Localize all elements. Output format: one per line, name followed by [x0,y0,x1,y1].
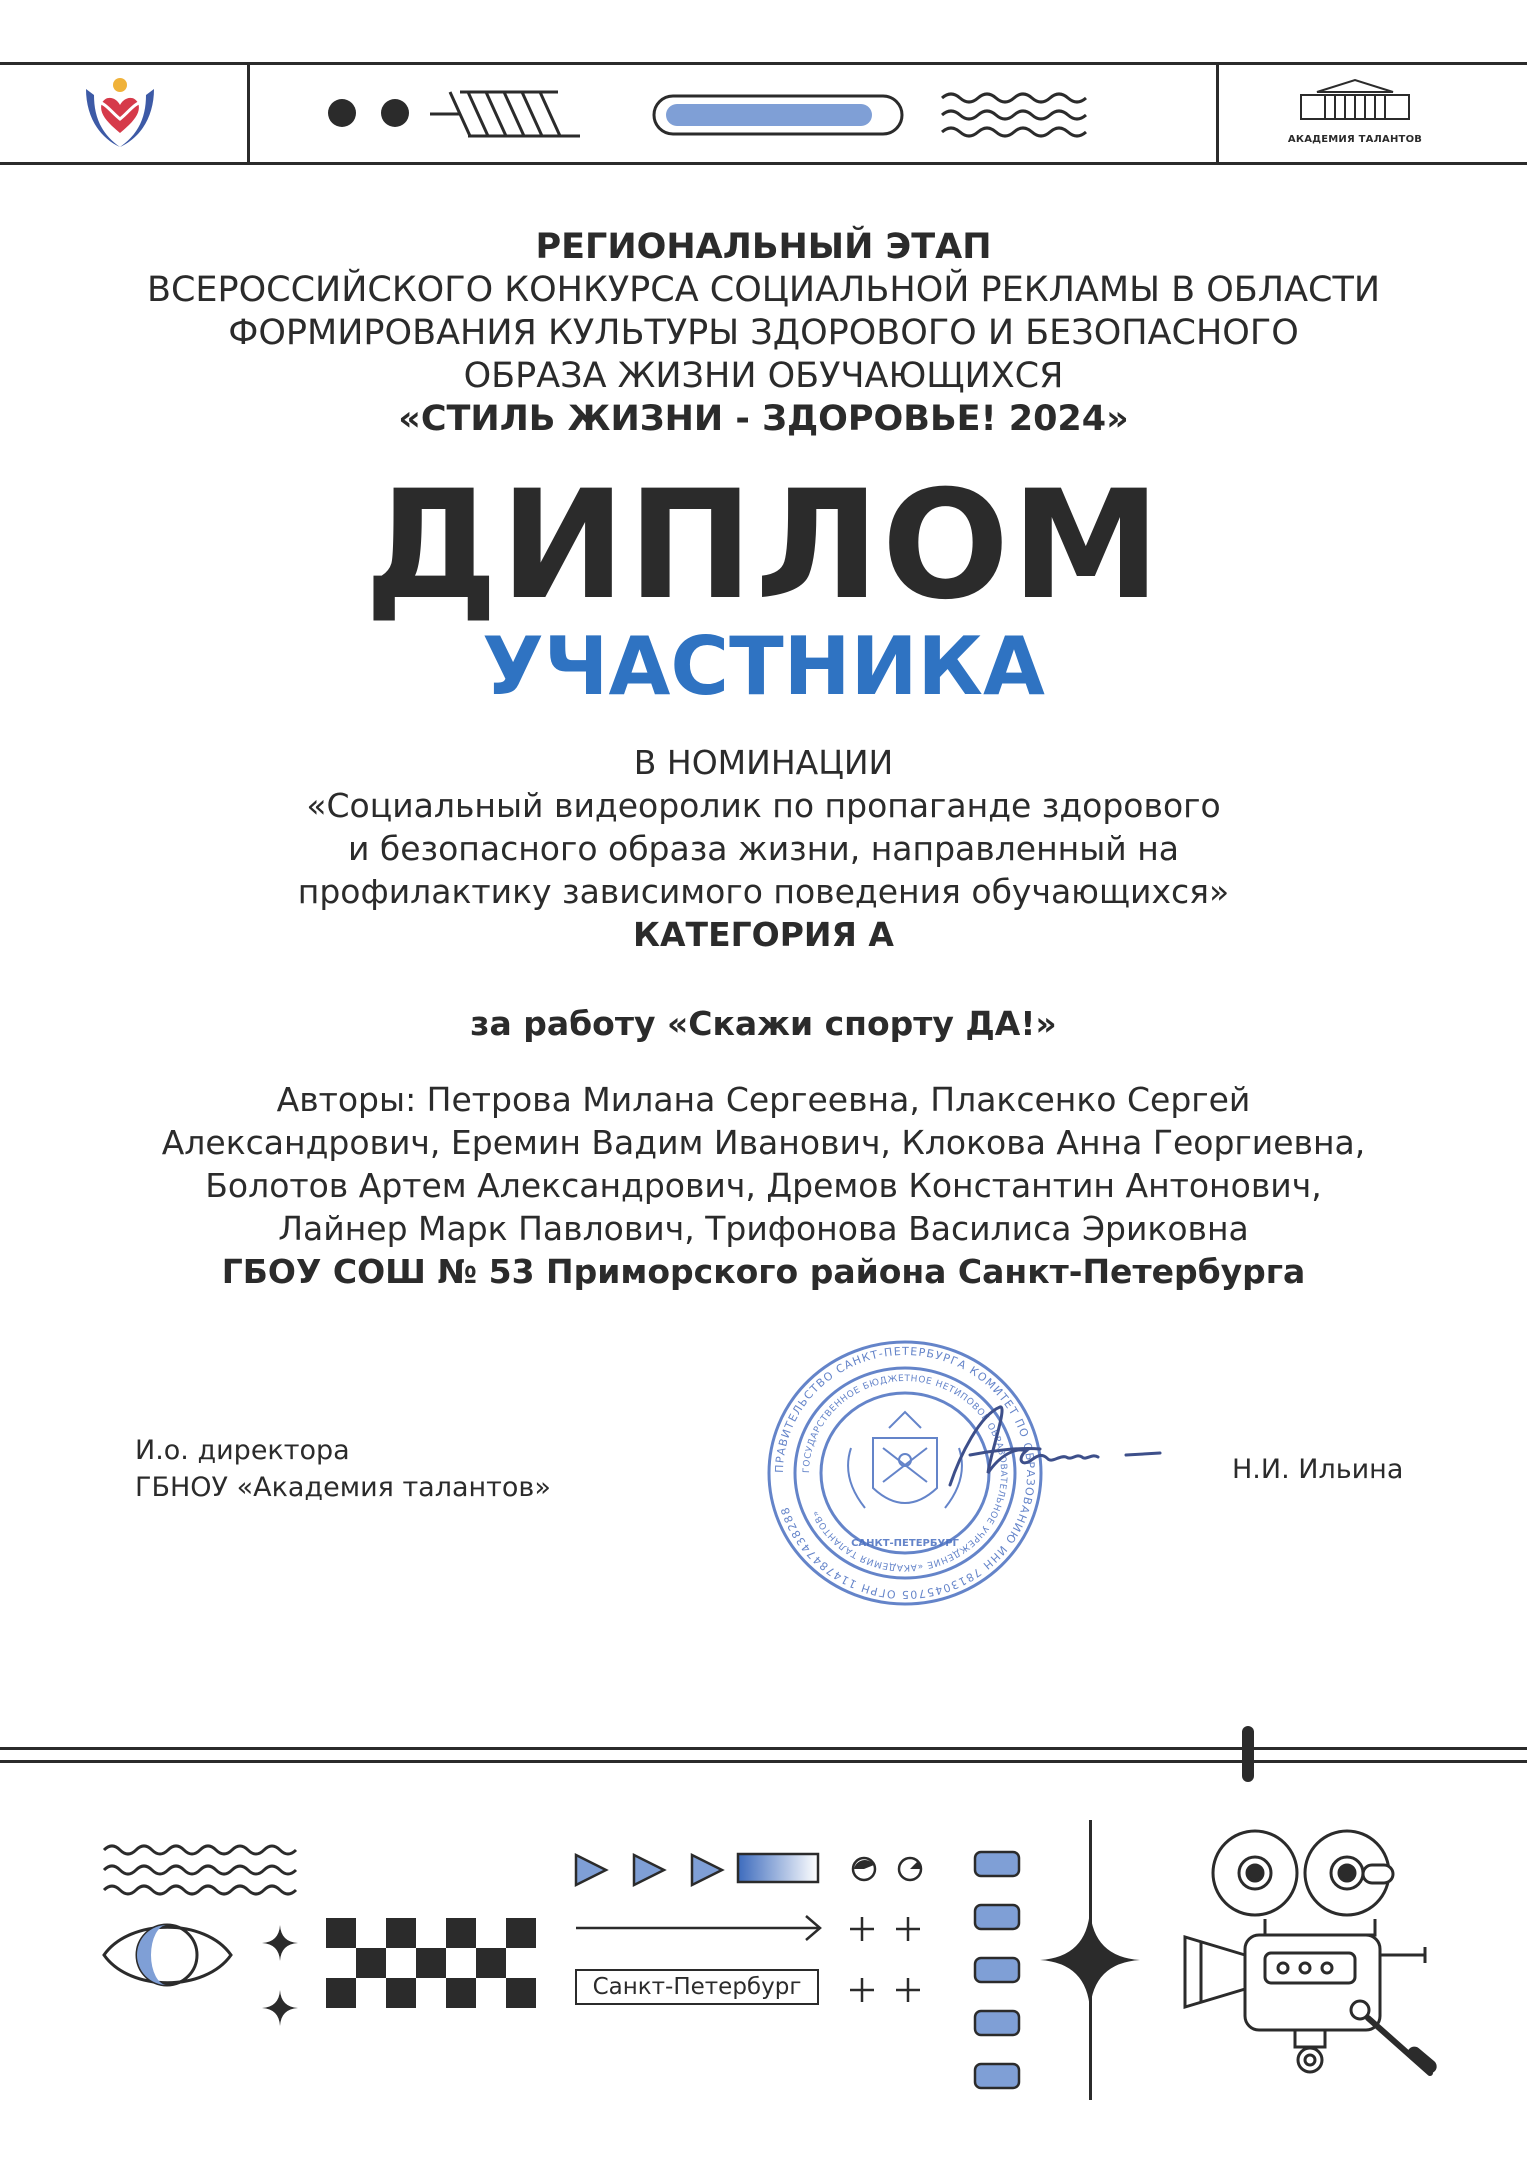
header-divider-right [1216,62,1219,165]
footer-big-sparkle-icon [1040,1910,1140,2010]
header-divider-left [247,62,250,165]
stamp-inner-text: ГОСУДАРСТВЕННОЕ БЮДЖЕТНОЕ НЕТИПОВОЕ ОБРАЗОВАТЕЛЬНОЕ УЧРЕЖДЕНИЕ «АКАДЕМИЯ ТАЛАНТОВ» [801,1373,1009,1573]
heading-line-2: ВСЕРОССИЙСКОГО КОНКУРСА СОЦИАЛЬНОЙ РЕКЛАМЫ В ОБЛАСТИ [146,270,1381,310]
handwritten-signature [930,1395,1170,1495]
signer-position-line-2: ГБНОУ «Академия талантов» [135,1472,551,1503]
nomination-line-3: профилактику зависимого поведения обучающихся» [297,872,1230,911]
stamp-city-text: САНКТ-ПЕТЕРБУРГ [851,1538,959,1549]
stamp-outer-text: ПРАВИТЕЛЬСТВО САНКТ-ПЕТЕРБУРГА КОМИТЕТ ПО ОБРАЗОВАНИЮ ИНН 7813045705 ОГРН 1147847438288 [772,1344,1038,1602]
nomination-label: В НОМИНАЦИИ [633,743,894,782]
authors-line-2: Александрович, Еремин Вадим Иванович, Клокова Анна Георгиевна, [161,1123,1366,1162]
footer-city-label: Санкт-Петербург [592,1974,802,2000]
header-progress-bar [652,94,904,136]
nomination-line-1: «Социальный видеоролик по пропаганде здорового [306,786,1221,825]
footer-rule-tick [1242,1726,1254,1782]
footer-plus-signs [848,1912,928,2012]
footer-sparkle-icon-1 [262,1925,298,1961]
heading-line-4: ОБРАЗА ЖИЗНИ ОБУЧАЮЩИХСЯ [463,356,1064,396]
work-title: за работу «Скажи спорту ДА!» [470,1004,1057,1043]
header-decor-waves [940,88,1090,142]
authors-school: ГБОУ СОШ № 53 Приморского района Санкт-Петербурга [221,1252,1306,1291]
footer-decor-waves [102,1840,302,1900]
film-camera-icon [1175,1825,1445,2085]
footer-gradient-bar [736,1852,820,1884]
academy-logo-text: АКАДЕМИЯ ТАЛАНТОВ [1287,134,1423,145]
heading-line-3: ФОРМИРОВАНИЯ КУЛЬТУРЫ ЗДОРОВОГО И БЕЗОПАСНОГО [228,313,1299,353]
footer-pill-stack [973,1850,1021,2100]
signer-name: Н.И. Ильина [1232,1454,1404,1485]
footer-rule-top [0,1747,1527,1750]
header-top-rule [0,62,1527,65]
footer-circle-icons [850,1854,926,1884]
authors-line-4: Лайнер Марк Павлович, Трифонова Василиса Эриковна [278,1209,1249,1248]
signer-position-line-1: И.о. директора [135,1435,350,1466]
authors-line-1: Авторы: Петрова Милана Сергеевна, Плаксенко Сергей [276,1080,1251,1119]
footer-city-box [575,1969,819,2005]
heading-line-1: РЕГИОНАЛЬНЫЙ ЭТАП [535,227,992,267]
footer-sparkle-icon-2 [262,1990,298,2026]
academy-building-logo-icon [1295,78,1415,134]
nomination-line-2: и безопасного образа жизни, направленный на [347,829,1180,868]
footer-arrow [574,1913,824,1943]
authors-line-3: Болотов Артем Александрович, Дремов Константин Антонович, [205,1166,1322,1205]
footer-checkerboard [326,1918,540,2008]
page-title: ДИПЛОМ [364,459,1163,633]
header-decor-stripes [430,88,580,140]
hands-heart-logo-icon [80,75,160,155]
header-bottom-rule [0,162,1527,165]
footer-play-triangles [574,1852,744,1888]
footer-eye-icon [100,1918,235,1993]
page-subtitle: УЧАСТНИКА [482,620,1045,713]
nomination-category: КАТЕГОРИЯ А [633,915,894,954]
footer-rule-bottom [0,1760,1527,1763]
header-decor-dots [325,98,415,128]
heading-line-5: «СТИЛЬ ЖИЗНИ - ЗДОРОВЬЕ! 2024» [398,399,1129,439]
